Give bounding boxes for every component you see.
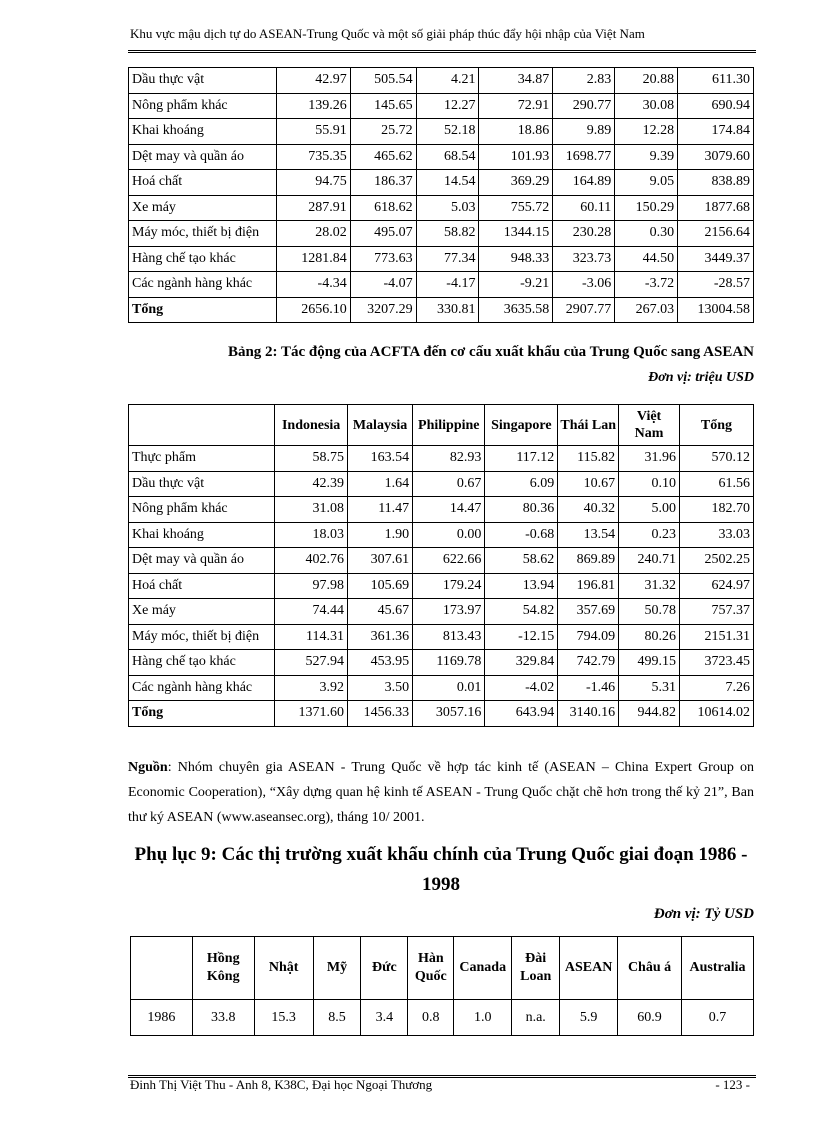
table-cell: 570.12 <box>679 446 753 472</box>
column-header: Hồng Kông <box>192 937 254 1000</box>
table-row <box>129 522 754 548</box>
table-cell: 58.75 <box>275 446 348 472</box>
table-cell: -0.68 <box>485 522 558 548</box>
table-cell: 117.12 <box>485 446 558 472</box>
table-cell: -12.15 <box>485 624 558 650</box>
table-cell: 3079.60 <box>678 144 754 170</box>
column-header: Malaysia <box>347 405 412 446</box>
table-cell: 624.97 <box>679 573 753 599</box>
table-row <box>129 650 754 676</box>
table-cell: 105.69 <box>347 573 412 599</box>
table-cell: 12.27 <box>416 93 479 119</box>
table-cell: 0.67 <box>413 471 485 497</box>
table-row <box>129 573 754 599</box>
column-header: Châu á <box>618 937 682 1000</box>
table-cell: 465.62 <box>350 144 416 170</box>
table-cell: 1877.68 <box>678 195 754 221</box>
table-cell: 31.96 <box>619 446 680 472</box>
table-cell: 12.28 <box>615 119 678 145</box>
table-row <box>129 170 754 196</box>
table-cell: 58.62 <box>485 548 558 574</box>
total-cell: 1371.60 <box>275 701 348 727</box>
page-number: - 123 - <box>715 1077 750 1092</box>
table-row <box>129 446 754 472</box>
row-label: Khai khoáng <box>129 119 277 145</box>
table-cell: 40.32 <box>558 497 619 523</box>
row-label: Khai khoáng <box>129 522 275 548</box>
table-cell: 44.50 <box>615 246 678 272</box>
table-cell: 77.34 <box>416 246 479 272</box>
table-cell: -4.02 <box>485 675 558 701</box>
table-row <box>129 675 754 701</box>
total-cell: 643.94 <box>485 701 558 727</box>
row-label: Hoá chất <box>129 573 275 599</box>
source-note <box>128 755 754 830</box>
total-cell: 267.03 <box>615 297 678 323</box>
row-label: Các ngành hàng khác <box>129 675 275 701</box>
row-label: Dầu thực vật <box>129 471 275 497</box>
total-row <box>129 701 754 727</box>
table-cell: 97.98 <box>275 573 348 599</box>
table-cell: 9.05 <box>615 170 678 196</box>
column-header: Nhật <box>254 937 313 1000</box>
column-header: Đài Loan <box>512 937 560 1000</box>
total-cell: 1456.33 <box>347 701 412 727</box>
table-cell: 25.72 <box>350 119 416 145</box>
running-header: Khu vực mậu dịch tự do ASEAN-Trung Quốc và một số giải pháp thúc đẩy hội nhập của Việt Nam <box>130 26 645 41</box>
table-row <box>129 195 754 221</box>
table-row <box>129 599 754 625</box>
total-label: Tổng <box>129 701 275 727</box>
total-cell: 3057.16 <box>413 701 485 727</box>
table-cell: 2502.25 <box>679 548 753 574</box>
row-label: Nông phẩm khác <box>129 93 277 119</box>
table-cell: 145.65 <box>350 93 416 119</box>
row-label: Xe máy <box>129 599 275 625</box>
table-cell: 72.91 <box>479 93 553 119</box>
table-cell: 13.94 <box>485 573 558 599</box>
table-cell: 7.26 <box>679 675 753 701</box>
table-cell: -28.57 <box>678 272 754 298</box>
table-cell: 50.78 <box>619 599 680 625</box>
column-header: Mỹ <box>313 937 361 1000</box>
table-cell: 42.97 <box>276 68 350 94</box>
column-header: Tổng <box>679 405 753 446</box>
table-cell: 45.67 <box>347 599 412 625</box>
table-cell: 402.76 <box>275 548 348 574</box>
table-cell: 3449.37 <box>678 246 754 272</box>
table-cell: 1.90 <box>347 522 412 548</box>
table-cell: 240.71 <box>619 548 680 574</box>
table-cell: 54.82 <box>485 599 558 625</box>
table-cell: 527.94 <box>275 650 348 676</box>
table-cell: -4.17 <box>416 272 479 298</box>
table-cell: 499.15 <box>619 650 680 676</box>
table-cell: 0.01 <box>413 675 485 701</box>
table-cell: 55.91 <box>276 119 350 145</box>
table-cell: 0.30 <box>615 221 678 247</box>
table-cell: 618.62 <box>350 195 416 221</box>
table-row <box>129 221 754 247</box>
column-header: Indonesia <box>275 405 348 446</box>
table-cell: 755.72 <box>479 195 553 221</box>
year-cell: 1986 <box>131 1000 193 1036</box>
table-2-header-row <box>129 405 754 446</box>
table-cell: 1.0 <box>454 1000 512 1036</box>
table-cell: 61.56 <box>679 471 753 497</box>
table-cell: 18.03 <box>275 522 348 548</box>
table-cell: 230.28 <box>553 221 615 247</box>
total-cell: 3207.29 <box>350 297 416 323</box>
total-cell: 2656.10 <box>276 297 350 323</box>
table-cell: 196.81 <box>558 573 619 599</box>
table-cell: 182.70 <box>679 497 753 523</box>
table-cell: 60.9 <box>618 1000 682 1036</box>
table-cell: 794.09 <box>558 624 619 650</box>
table-cell: 2151.31 <box>679 624 753 650</box>
row-label: Hàng chế tạo khác <box>129 246 277 272</box>
table-cell: 773.63 <box>350 246 416 272</box>
table-cell: 1169.78 <box>413 650 485 676</box>
table-cell: 742.79 <box>558 650 619 676</box>
header-rule <box>128 50 756 53</box>
table-cell: 115.82 <box>558 446 619 472</box>
table-row <box>129 93 754 119</box>
table-cell: 290.77 <box>553 93 615 119</box>
total-cell: 3140.16 <box>558 701 619 727</box>
table-2 <box>128 404 754 727</box>
table-cell: 5.9 <box>560 1000 618 1036</box>
table-cell: 369.29 <box>479 170 553 196</box>
table-cell: 58.82 <box>416 221 479 247</box>
column-header: Philippine <box>413 405 485 446</box>
row-label: Máy móc, thiết bị điện <box>129 624 275 650</box>
table-row <box>131 1000 754 1036</box>
table-cell: 1698.77 <box>553 144 615 170</box>
table-cell: -9.21 <box>479 272 553 298</box>
table-cell: 33.8 <box>192 1000 254 1036</box>
table-cell: 1281.84 <box>276 246 350 272</box>
table-cell: 735.35 <box>276 144 350 170</box>
column-header: Australia <box>681 937 753 1000</box>
table-cell: 495.07 <box>350 221 416 247</box>
row-label: Dệt may và quần áo <box>129 548 275 574</box>
table-cell: 31.08 <box>275 497 348 523</box>
table-cell: 3.50 <box>347 675 412 701</box>
table-1-body <box>129 68 754 323</box>
table-cell: -3.06 <box>553 272 615 298</box>
table-cell: 9.39 <box>615 144 678 170</box>
table-cell: 14.54 <box>416 170 479 196</box>
table-cell: 80.26 <box>619 624 680 650</box>
table-cell: 11.47 <box>347 497 412 523</box>
row-label: Các ngành hàng khác <box>129 272 277 298</box>
table-cell: 164.89 <box>553 170 615 196</box>
appendix-unit: Đơn vị: Tỷ USD <box>653 906 754 922</box>
total-cell: 944.82 <box>619 701 680 727</box>
table-cell: 4.21 <box>416 68 479 94</box>
table-cell: -4.34 <box>276 272 350 298</box>
table-cell: 174.84 <box>678 119 754 145</box>
table-cell: 329.84 <box>485 650 558 676</box>
table-cell: 10.67 <box>558 471 619 497</box>
table-cell: 0.00 <box>413 522 485 548</box>
table-cell: 323.73 <box>553 246 615 272</box>
row-label: Máy móc, thiết bị điện <box>129 221 277 247</box>
table-cell: 33.03 <box>679 522 753 548</box>
table-cell: 307.61 <box>347 548 412 574</box>
table-cell: 186.37 <box>350 170 416 196</box>
column-header: Thái Lan <box>558 405 619 446</box>
footer-author: Đinh Thị Việt Thu - Anh 8, K38C, Đại học Ngoại Thương <box>130 1077 433 1092</box>
table-cell: 52.18 <box>416 119 479 145</box>
column-header: Singapore <box>485 405 558 446</box>
table-cell: 0.10 <box>619 471 680 497</box>
row-label: Nông phẩm khác <box>129 497 275 523</box>
column-header <box>129 405 275 446</box>
table-cell: 18.86 <box>479 119 553 145</box>
appendix-header-row <box>131 937 754 1000</box>
total-cell: 330.81 <box>416 297 479 323</box>
table-cell: -3.72 <box>615 272 678 298</box>
table-cell: 813.43 <box>413 624 485 650</box>
total-cell: 3635.58 <box>479 297 553 323</box>
table-cell: 2.83 <box>553 68 615 94</box>
table-row <box>129 624 754 650</box>
table-2-body <box>129 446 754 727</box>
column-header: Việt Nam <box>619 405 680 446</box>
table-cell: 28.02 <box>276 221 350 247</box>
table-row <box>129 246 754 272</box>
table-cell: 74.44 <box>275 599 348 625</box>
table-cell: 611.30 <box>678 68 754 94</box>
table-cell: 5.00 <box>619 497 680 523</box>
table-cell: 0.7 <box>681 1000 753 1036</box>
table-cell: 15.3 <box>254 1000 313 1036</box>
column-header: Đức <box>361 937 408 1000</box>
table-cell: 179.24 <box>413 573 485 599</box>
table-cell: 42.39 <box>275 471 348 497</box>
table-cell: n.a. <box>512 1000 560 1036</box>
row-label: Hoá chất <box>129 170 277 196</box>
column-header: Canada <box>454 937 512 1000</box>
table-cell: 0.23 <box>619 522 680 548</box>
table-cell: 31.32 <box>619 573 680 599</box>
row-label: Thực phẩm <box>129 446 275 472</box>
table-cell: 838.89 <box>678 170 754 196</box>
table-cell: 14.47 <box>413 497 485 523</box>
table-row <box>129 497 754 523</box>
table-cell: 5.03 <box>416 195 479 221</box>
table-cell: 139.26 <box>276 93 350 119</box>
table-cell: 3.92 <box>275 675 348 701</box>
table-cell: 80.36 <box>485 497 558 523</box>
appendix-title: Phụ lục 9: Các thị trường xuất khẩu chính của Trung Quốc giai đoạn 1986 - 1998 <box>134 844 748 895</box>
total-cell: 2907.77 <box>553 297 615 323</box>
table-cell: 1.64 <box>347 471 412 497</box>
table-cell: 114.31 <box>275 624 348 650</box>
table-cell: 287.91 <box>276 195 350 221</box>
table-row <box>129 119 754 145</box>
table-cell: 453.95 <box>347 650 412 676</box>
appendix-body <box>131 1000 754 1036</box>
table-cell: 101.93 <box>479 144 553 170</box>
column-header <box>131 937 193 1000</box>
table-cell: 3.4 <box>361 1000 408 1036</box>
table-cell: 13.54 <box>558 522 619 548</box>
total-cell: 13004.58 <box>678 297 754 323</box>
table-cell: 8.5 <box>313 1000 361 1036</box>
row-label: Dệt may và quần áo <box>129 144 277 170</box>
table-cell: 94.75 <box>276 170 350 196</box>
row-label: Dầu thực vật <box>129 68 277 94</box>
row-label: Xe máy <box>129 195 277 221</box>
column-header: Hàn Quốc <box>408 937 454 1000</box>
table-cell: 34.87 <box>479 68 553 94</box>
table-cell: 948.33 <box>479 246 553 272</box>
table-cell: 869.89 <box>558 548 619 574</box>
table-cell: 30.08 <box>615 93 678 119</box>
table-row <box>129 144 754 170</box>
row-label: Hàng chế tạo khác <box>129 650 275 676</box>
table-cell: 3723.45 <box>679 650 753 676</box>
table-cell: 2156.64 <box>678 221 754 247</box>
column-header: ASEAN <box>560 937 618 1000</box>
table-cell: 357.69 <box>558 599 619 625</box>
source-text: : Nhóm chuyên gia ASEAN - Trung Quốc về hợp tác kinh tế (ASEAN – China Expert Group on Economic Cooperation), “Xây dựng quan hệ kinh tế ASEAN - Trung Quốc chặt chẽ hơn trong thế kỷ 21”, Ban thư ký ASEAN (www.aseansec.org), tháng 10/ 2001. <box>128 760 754 825</box>
table-cell: 6.09 <box>485 471 558 497</box>
table-row <box>129 471 754 497</box>
table-cell: 361.36 <box>347 624 412 650</box>
table-cell: 60.11 <box>553 195 615 221</box>
table-cell: 757.37 <box>679 599 753 625</box>
table-cell: -4.07 <box>350 272 416 298</box>
table-cell: 173.97 <box>413 599 485 625</box>
table-cell: 9.89 <box>553 119 615 145</box>
source-label: Nguồn <box>128 760 168 775</box>
table-2-unit: Đơn vị: triệu USD <box>648 370 754 385</box>
table-cell: 0.8 <box>408 1000 454 1036</box>
table-cell: -1.46 <box>558 675 619 701</box>
table-cell: 690.94 <box>678 93 754 119</box>
table-row <box>129 548 754 574</box>
table-cell: 163.54 <box>347 446 412 472</box>
table-cell: 1344.15 <box>479 221 553 247</box>
total-cell: 10614.02 <box>679 701 753 727</box>
table-row <box>129 272 754 298</box>
total-label: Tổng <box>129 297 277 323</box>
table-cell: 82.93 <box>413 446 485 472</box>
table-2-caption: Bảng 2: Tác động của ACFTA đến cơ cấu xuất khẩu của Trung Quốc sang ASEAN <box>227 344 754 360</box>
appendix-table <box>130 936 754 1036</box>
total-row <box>129 297 754 323</box>
table-cell: 68.54 <box>416 144 479 170</box>
table-row <box>129 68 754 94</box>
table-cell: 505.54 <box>350 68 416 94</box>
table-cell: 20.88 <box>615 68 678 94</box>
table-cell: 150.29 <box>615 195 678 221</box>
table-1-continued <box>128 67 754 323</box>
table-cell: 5.31 <box>619 675 680 701</box>
table-cell: 622.66 <box>413 548 485 574</box>
